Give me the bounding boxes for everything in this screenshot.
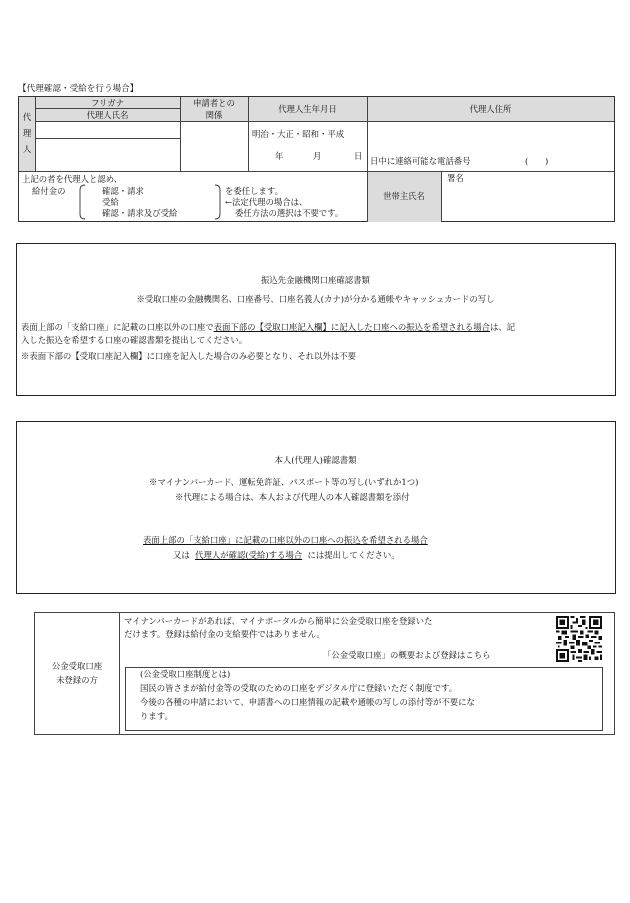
bank-account-doc-box bbox=[16, 243, 616, 396]
proxy-side-label-1: 代 bbox=[22, 112, 32, 122]
signature-label: 署名 bbox=[447, 173, 464, 183]
identity-doc-condition2: 又は 代理人が確認(受給)する場合 には提出してください。 bbox=[173, 550, 400, 560]
koukin-label-1: 公金受取口座 bbox=[51, 661, 103, 671]
bank-doc-subtitle: ※受取口座の金融機関名、口座番号、口座名義人(カナ)が分かる通帳やキャッシュカードの写し bbox=[136, 294, 495, 304]
right-brace-icon bbox=[213, 184, 223, 220]
furigana-field[interactable] bbox=[36, 122, 180, 138]
qr-code-icon[interactable] bbox=[556, 616, 602, 662]
koukin-label-2: 未登録の方 bbox=[56, 675, 98, 685]
household-head-label: 世帯主氏名 bbox=[383, 191, 425, 201]
birthdate-label: 代理人生年月日 bbox=[278, 104, 337, 114]
relation-label-2: 関係 bbox=[205, 110, 223, 120]
koukin-register-link[interactable]: 「公金受取口座」の概要および登録はこちら bbox=[323, 650, 491, 660]
proxy-section-header: 【代理確認・受給を行う場合】 bbox=[18, 84, 139, 94]
koukin-info-title: (公金受取口座制度とは) bbox=[140, 669, 231, 679]
left-brace-icon bbox=[77, 184, 87, 220]
birth-year-unit: 年 bbox=[275, 151, 284, 161]
relation-field[interactable] bbox=[181, 122, 248, 171]
koukin-account-box bbox=[34, 612, 615, 735]
bank-doc-paragraph1-cont: 入した振込を希望する口座の確認書類を提出してください。 bbox=[21, 335, 248, 345]
bank-doc-paragraph1: 表面上部の「支給口座」に記載の口座以外の口座で表面下部の【受取口座記入欄】に記入した口座への振込を希望される場合は、記 bbox=[21, 322, 516, 332]
delegation-line1: 上記の者を代理人と認め、 bbox=[22, 174, 123, 184]
delegation-note2: 委任方法の選択は不要です。 bbox=[235, 208, 344, 218]
koukin-text-line2: だけます。登録は給付金の支給要件ではありません。 bbox=[124, 629, 325, 639]
option-confirm-claim[interactable]: 確認・請求 bbox=[102, 186, 144, 196]
delegation-note1: ←法定代理の場合は、 bbox=[225, 197, 308, 207]
phone-label: 日中に連絡可能な電話番号 bbox=[370, 156, 471, 166]
identity-doc-subtitle2: ※代理による場合は、本人および代理人の本人確認書類を添付 bbox=[175, 492, 410, 502]
bank-doc-paragraph2: ※表面下部の【受取口座記入欄】に口座を記入した場合のみ必要となり、それ以外は不要 bbox=[21, 351, 356, 361]
address-field[interactable] bbox=[368, 122, 614, 154]
bank-doc-title: 振込先金融機関口座確認書類 bbox=[261, 275, 370, 285]
delegation-kyufukin: 給付金の bbox=[32, 186, 66, 196]
identity-doc-subtitle1: ※マイナンバーカード、運転免許証、パスポート等の写し(いずれか1つ) bbox=[149, 477, 419, 487]
proxy-name-label: 代理人氏名 bbox=[86, 110, 129, 120]
relation-label-1: 申請者との bbox=[193, 98, 235, 108]
koukin-text-line1: マイナンバーカードがあれば、マイナポータルから簡単に公金受取口座を登録いた bbox=[124, 616, 433, 626]
address-label: 代理人住所 bbox=[469, 104, 512, 114]
proxy-side-label-2: 理 bbox=[22, 128, 32, 138]
signature-field[interactable] bbox=[442, 183, 614, 221]
proxy-table bbox=[18, 96, 615, 222]
koukin-info-line1: 国民の皆さまが給付金等の受取のための口座をデジタル庁に登録いただく制度です。 bbox=[140, 683, 458, 693]
proxy-name-field[interactable] bbox=[36, 139, 180, 171]
identity-doc-condition1: 表面上部の「支給口座」に記載の口座以外の口座への振込を希望される場合 bbox=[143, 535, 428, 545]
identity-doc-box bbox=[16, 421, 616, 594]
proxy-side-label-3: 人 bbox=[22, 144, 32, 154]
phone-field[interactable]: ( ) bbox=[525, 156, 549, 166]
koukin-info-line2: 今後の各種の申請において、申請書への口座情報の記載や通帳の写しの添付等が不要にな bbox=[140, 697, 475, 707]
identity-doc-title: 本人(代理人)確認書類 bbox=[274, 455, 357, 465]
option-confirm-claim-receive[interactable]: 確認・請求及び受給 bbox=[102, 208, 178, 218]
birth-day-unit: 日 bbox=[354, 151, 363, 161]
birth-month-unit: 月 bbox=[313, 151, 322, 161]
option-receive[interactable]: 受給 bbox=[102, 197, 119, 207]
koukin-info-box bbox=[125, 667, 603, 731]
furigana-label: フリガナ bbox=[90, 98, 125, 108]
delegation-entrust: を委任します。 bbox=[225, 186, 283, 196]
koukin-info-line3: ります。 bbox=[140, 711, 173, 721]
era-options[interactable]: 明治・大正・昭和・平成 bbox=[252, 129, 345, 139]
